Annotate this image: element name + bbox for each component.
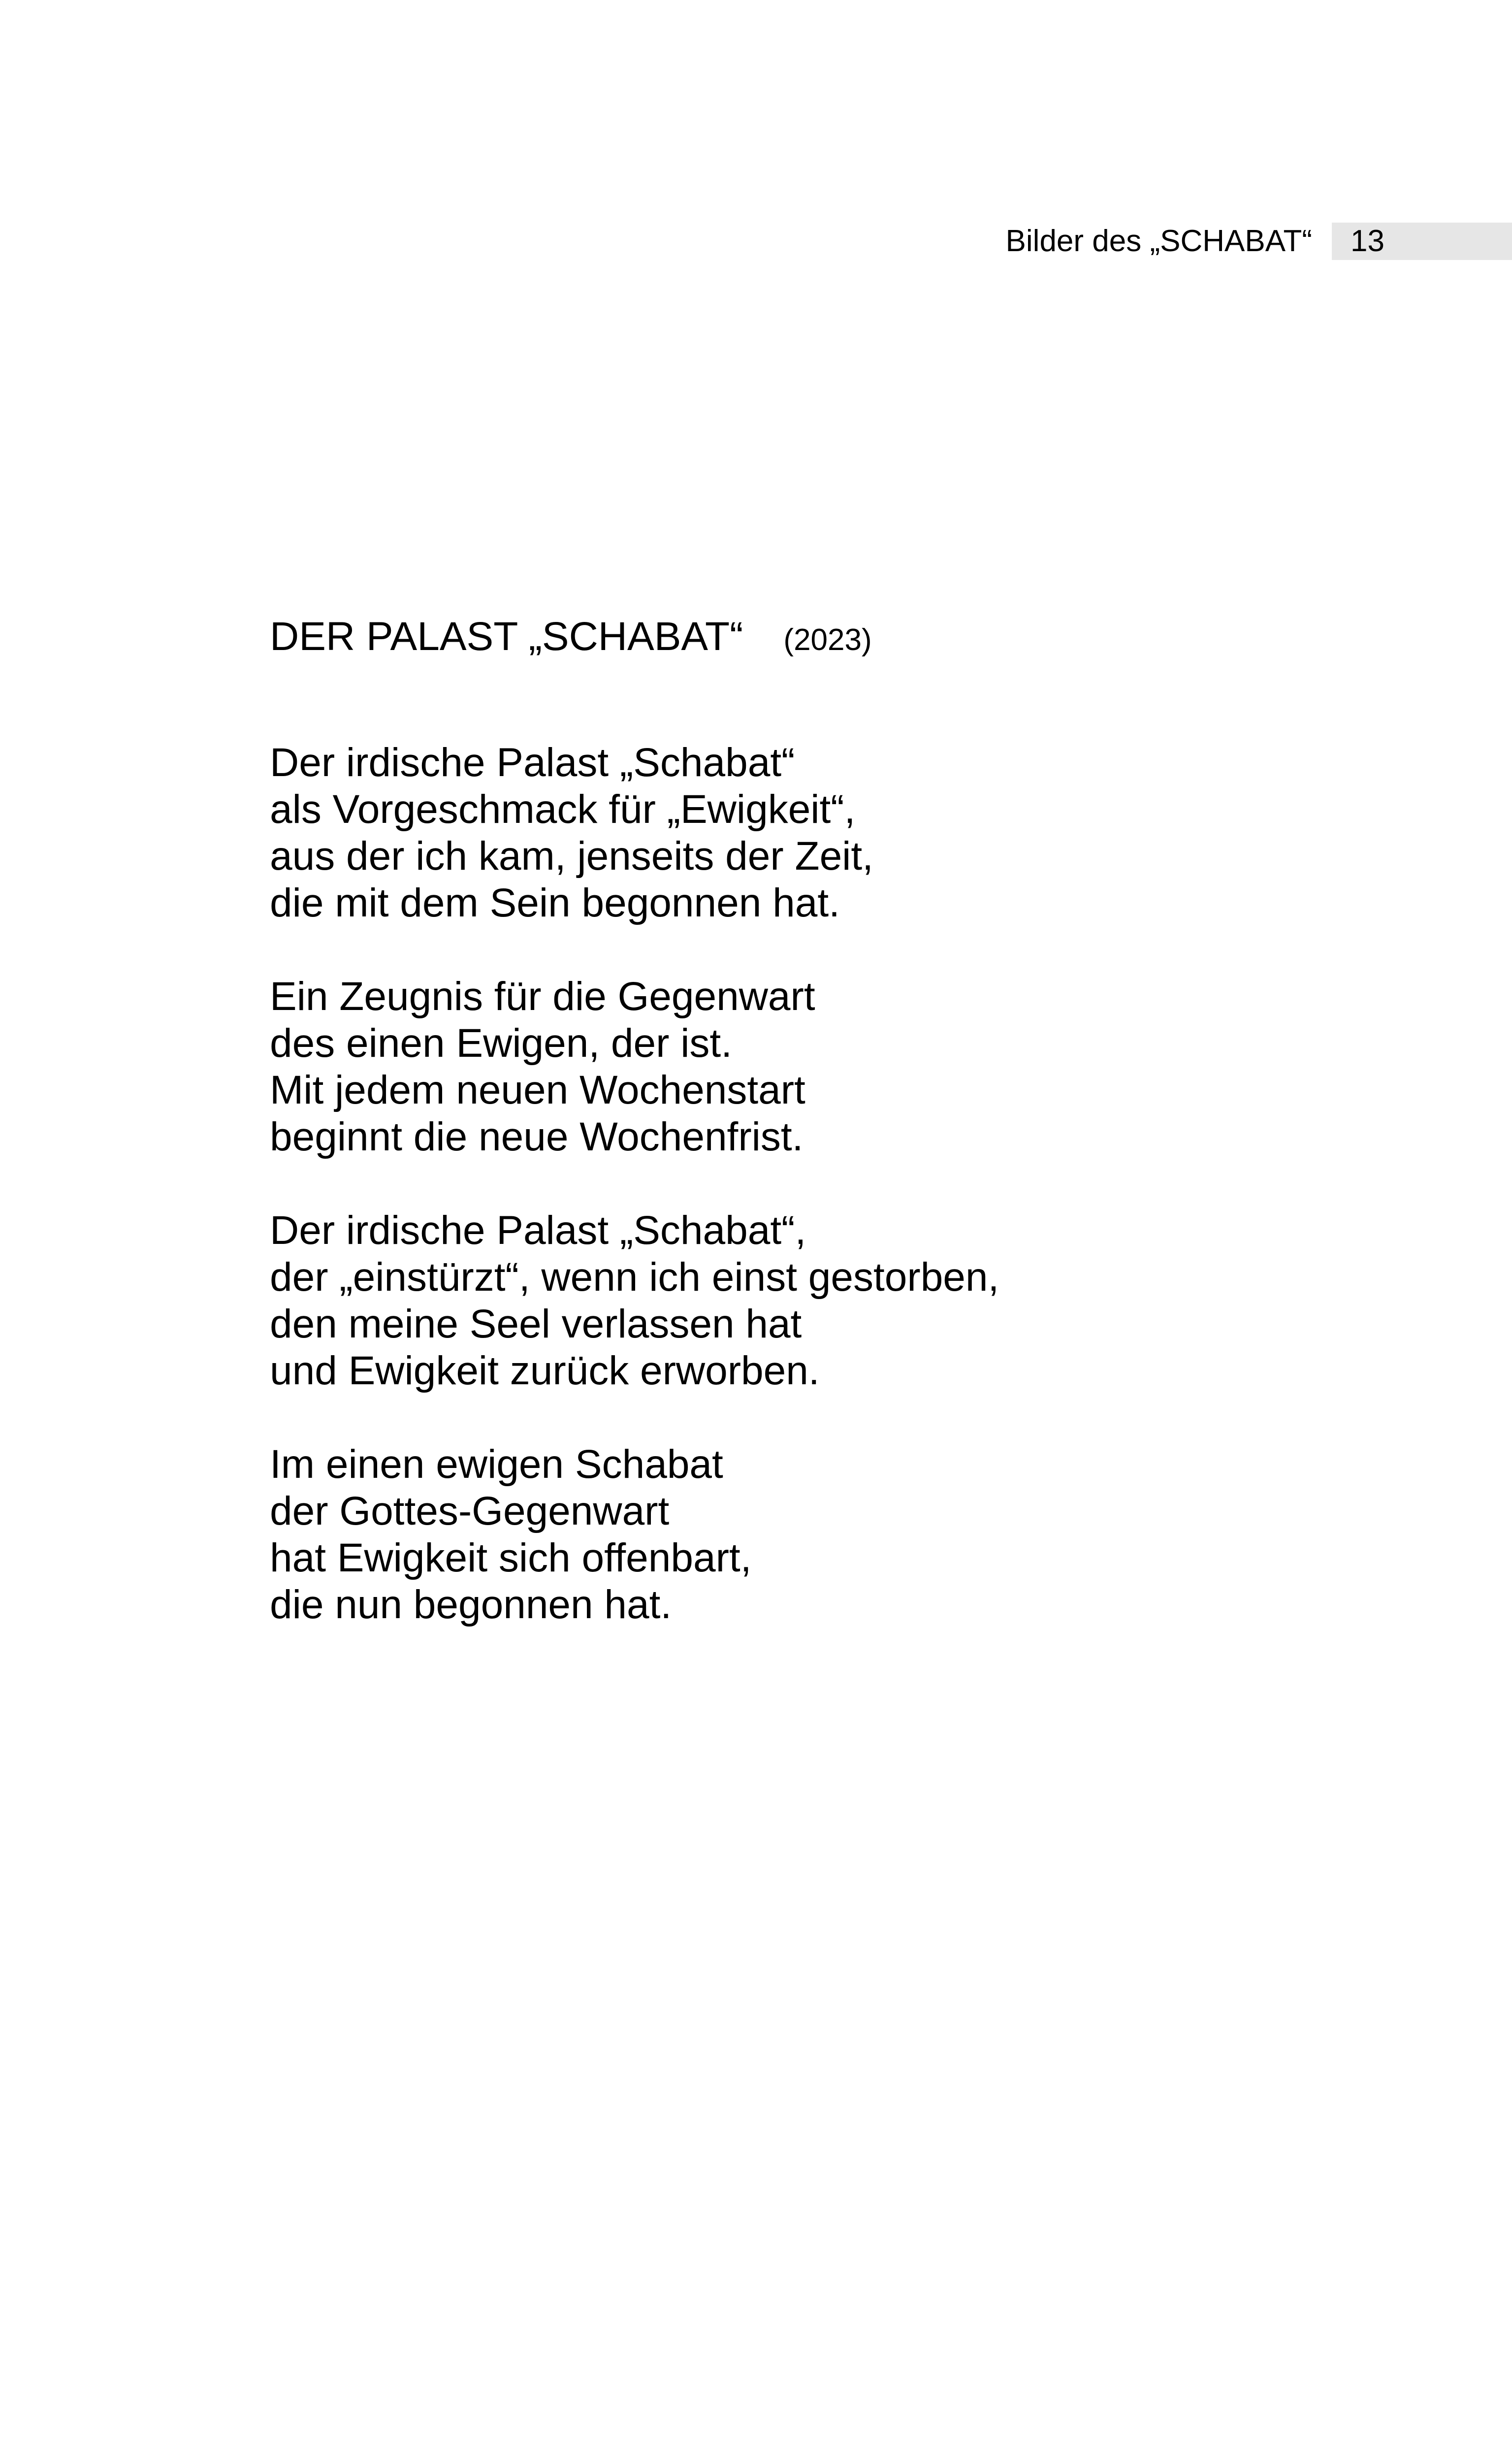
stanza [270,1207,1353,1394]
poem-year: (2023) [783,623,872,657]
poem-line: die nun begonnen hat. [270,1582,672,1627]
stanza [270,739,1353,926]
poem-line: Der irdische Palast „Schabat“, [270,1208,806,1253]
poem-line: die mit dem Sein begonnen hat. [270,880,840,925]
poem-heading [270,610,1353,664]
poem-line: als Vorgeschmack für „Ewigkeit“, [270,787,856,832]
page-number: 13 [1332,223,1512,260]
poem-line: Ein Zeugnis für die Gegenwart [270,974,815,1019]
poem-line: beginnt die neue Wochenfrist. [270,1114,804,1159]
poem-line: der „einstürzt“, wenn ich einst gestorben, [270,1255,999,1300]
poem-line: und Ewigkeit zurück erworben. [270,1348,820,1393]
poem [270,610,1353,1675]
stanza [270,1441,1353,1628]
poem-line: hat Ewigkeit sich offenbart, [270,1535,752,1580]
stanza [270,973,1353,1160]
poem-line: aus der ich kam, jenseits der Zeit, [270,834,873,879]
poem-line: der Gottes-Gegenwart [270,1489,670,1533]
running-header [1006,223,1512,260]
running-title: Bilder des „SCHABAT“ [1005,224,1312,258]
poem-line: den meine Seel verlassen hat [270,1302,802,1346]
poem-stanzas [270,739,1353,1628]
poem-line: Im einen ewigen Schabat [270,1442,723,1487]
poem-line: Der irdische Palast „Schabat“ [270,740,795,785]
poem-title: DER PALAST „SCHABAT“ [270,614,743,659]
poem-line: des einen Ewigen, der ist. [270,1021,732,1066]
poem-line: Mit jedem neuen Wochenstart [270,1068,805,1112]
